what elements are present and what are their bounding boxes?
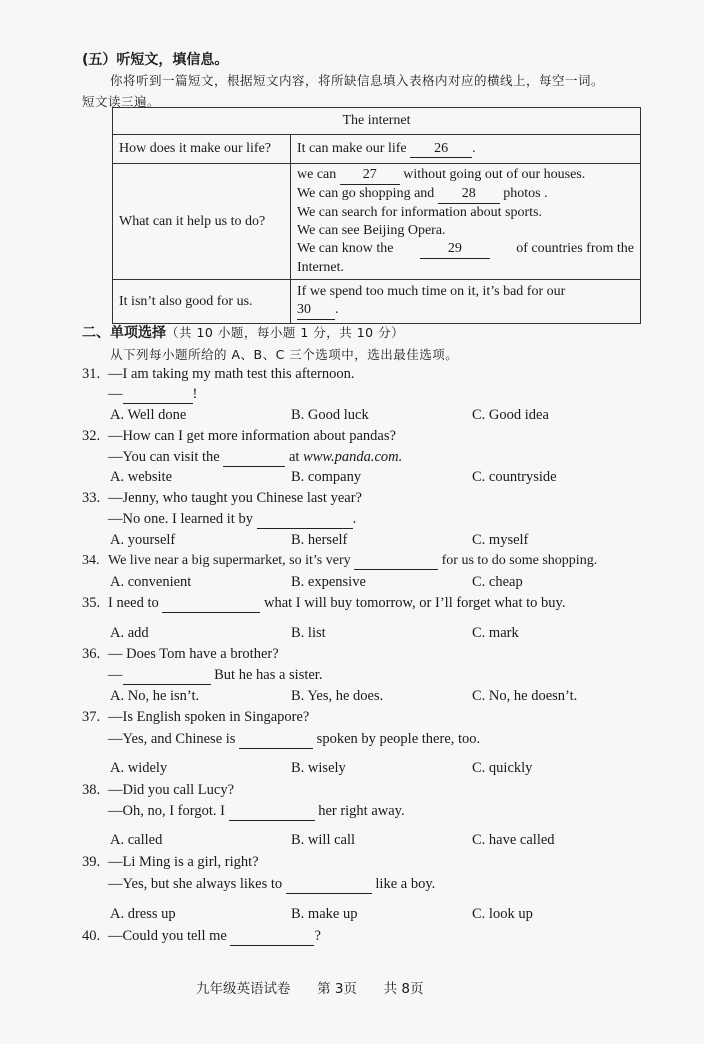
- footer-total: 共 8页: [383, 981, 424, 997]
- option-c[interactable]: C. myself: [472, 532, 529, 548]
- question-39-answer-line: —Yes, but she always likes to like a boy.: [108, 876, 436, 892]
- question-33: 33. —Jenny, who taught you Chinese last year?: [82, 490, 362, 506]
- internet-info-table: [112, 107, 641, 324]
- option-b[interactable]: B. make up: [291, 906, 358, 922]
- footer: [196, 977, 423, 997]
- option-a[interactable]: A. Well done: [110, 407, 187, 423]
- section-2-header: [82, 322, 404, 342]
- option-b[interactable]: B. company: [291, 469, 362, 485]
- section-5-instruction: 你将听到一篇短文，根据短文内容，将所缺信息填入表格内对应的横线上，每空一词。: [110, 73, 605, 88]
- option-c[interactable]: C. cheap: [472, 574, 523, 590]
- table-row-content: we can 27 without going out of our houses. We can go shopping and 28 photos . We can search for information about sports. We can see Beijing Opera. We can know the 29 of countries from the Internet.: [291, 164, 641, 280]
- answer-blank[interactable]: [229, 803, 315, 821]
- question-35: 35. I need to what I will buy tomorrow, or I’ll forget what to buy.: [82, 595, 566, 611]
- option-a[interactable]: A. widely: [110, 760, 168, 776]
- option-b[interactable]: B. Yes, he does.: [291, 688, 384, 704]
- section-5-title: (五）听短文，填信息。: [82, 52, 229, 68]
- answer-blank[interactable]: [223, 449, 285, 467]
- section-2-note: （共 10 小题，每小题 1 分，共 10 分）: [166, 325, 405, 340]
- section-2-title: 二、单项选择: [82, 325, 166, 341]
- answer-blank[interactable]: [123, 667, 211, 685]
- section-2-instruction: 从下列每小题所给的 A、B、C 三个选项中，选出最佳选项。: [110, 347, 459, 362]
- question-38-answer-line: —Oh, no, I forgot. I her right away.: [108, 803, 405, 819]
- option-a[interactable]: A. No, he isn’t.: [110, 688, 200, 704]
- option-c[interactable]: C. No, he doesn’t.: [472, 688, 578, 704]
- question-36: 36. — Does Tom have a brother?: [82, 646, 279, 662]
- option-a[interactable]: A. add: [110, 625, 149, 641]
- answer-blank[interactable]: [286, 876, 372, 894]
- question-31: 31. —I am taking my math test this afternoon.: [82, 366, 355, 382]
- question-34: 34. We live near a big supermarket, so it’s very for us to do some shopping.: [82, 553, 598, 568]
- answer-blank[interactable]: [354, 553, 438, 570]
- table-row-content: It can make our life 26 .: [291, 135, 641, 164]
- option-b[interactable]: B. will call: [291, 832, 356, 848]
- answer-blank[interactable]: [123, 386, 193, 404]
- table-row-label: How does it make our life?: [113, 135, 291, 164]
- option-a[interactable]: A. website: [110, 469, 173, 485]
- answer-blank[interactable]: [257, 511, 353, 529]
- table-row-label: It isn’t also good for us.: [113, 280, 291, 324]
- option-b[interactable]: B. Good luck: [291, 407, 369, 423]
- question-33-answer-line: —No one. I learned it by .: [108, 511, 357, 527]
- option-a[interactable]: A. convenient: [110, 574, 192, 590]
- answer-blank[interactable]: [239, 731, 313, 749]
- table-row-content: If we spend too much time on it, it’s bad for our 30 .: [291, 280, 641, 324]
- blank-29[interactable]: 29: [420, 240, 490, 259]
- question-32-answer-line: —You can visit the at www.panda.com.: [108, 449, 403, 465]
- website-url: www.panda.com.: [303, 449, 403, 465]
- option-c[interactable]: C. Good idea: [472, 407, 549, 423]
- option-b[interactable]: B. list: [291, 625, 326, 641]
- option-b[interactable]: B. herself: [291, 532, 348, 548]
- section-5-instruction-cont: 短文读三遍。: [82, 94, 161, 109]
- option-a[interactable]: A. yourself: [110, 532, 176, 548]
- option-c[interactable]: C. countryside: [472, 469, 557, 485]
- blank-28[interactable]: 28: [438, 185, 500, 204]
- option-b[interactable]: B. expensive: [291, 574, 366, 590]
- table-row-label: What can it help us to do?: [113, 164, 291, 280]
- footer-title: 九年级英语试卷: [196, 981, 291, 997]
- blank-30[interactable]: 30: [297, 301, 335, 320]
- answer-blank[interactable]: [230, 928, 314, 946]
- question-38: 38. —Did you call Lucy?: [82, 782, 235, 798]
- footer-page: 第 3页: [317, 981, 357, 997]
- option-b[interactable]: B. wisely: [291, 760, 346, 776]
- option-a[interactable]: A. dress up: [110, 906, 176, 922]
- blank-27[interactable]: 27: [340, 166, 400, 185]
- option-c[interactable]: C. look up: [472, 906, 533, 922]
- option-c[interactable]: C. have called: [472, 832, 555, 848]
- option-a[interactable]: A. called: [110, 832, 163, 848]
- table-header: The internet: [113, 108, 641, 135]
- answer-blank[interactable]: [162, 595, 260, 613]
- question-37-answer-line: —Yes, and Chinese is spoken by people there, too.: [108, 731, 481, 747]
- option-c[interactable]: C. quickly: [472, 760, 533, 776]
- question-31-answer-line: — !: [108, 386, 198, 402]
- option-c[interactable]: C. mark: [472, 625, 519, 641]
- question-40: 40. —Could you tell me ?: [82, 928, 321, 944]
- question-36-answer-line: — But he has a sister.: [108, 667, 323, 683]
- question-32: 32. —How can I get more information about pandas?: [82, 428, 396, 444]
- question-39: 39. —Li Ming is a girl, right?: [82, 854, 259, 870]
- blank-26[interactable]: 26: [410, 141, 472, 158]
- question-37: 37. —Is English spoken in Singapore?: [82, 709, 310, 725]
